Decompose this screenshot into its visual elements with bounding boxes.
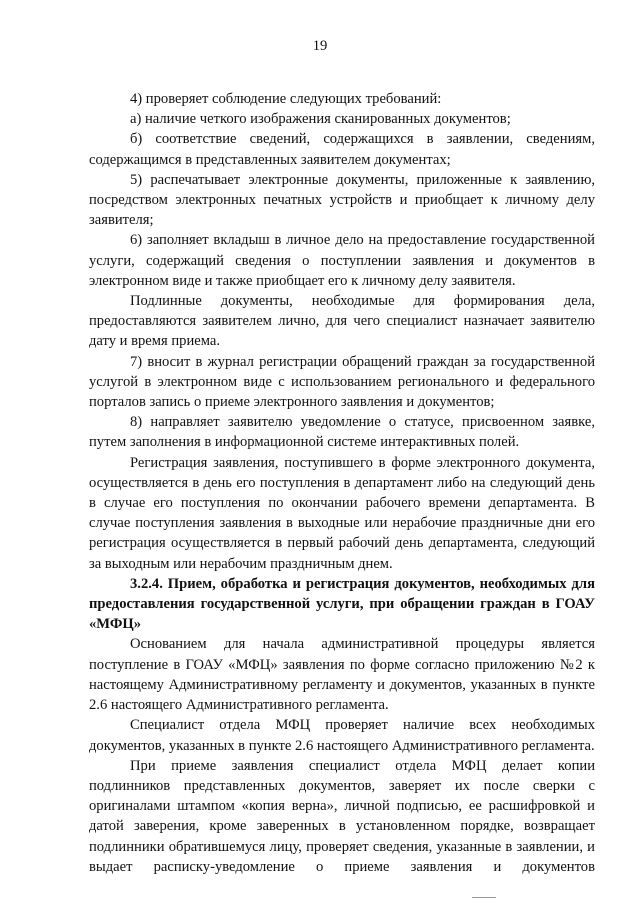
section-heading-3-2-4: 3.2.4. Прием, обработка и регистрация документов, необходимых для предоставления государственной услуги, при обращении граждан в ГОАУ «МФЦ»	[89, 575, 595, 633]
paragraph-subitem-a: а) наличие четкого изображения сканированных документов;	[130, 111, 511, 128]
paragraph-grounds: Основанием для начала административной процедуры является поступление в ГОАУ «МФЦ» заявления по форме согласно приложению №2 к настоящему Административному регламенту и документов, указанных в пункте 2.6 настоящего Административного регламента.	[89, 636, 595, 714]
paragraph-subitem-b: б) соответствие сведений, содержащихся в заявлении, сведениям, содержащимся в представленных заявителем документах;	[89, 131, 595, 168]
paragraph-item-6: 6) заполняет вкладыш в личное дело на предоставление государственной услуги, содержащий сведения о поступлении заявления и документов в электронном виде и также приобщает его к личному делу заявителя.	[89, 232, 595, 289]
footer-mark	[472, 897, 496, 901]
paragraph-original-documents: Подлинные документы, необходимые для формирования дела, предоставляются заявителем лично, для чего специалист назначает заявителю дату и время приема.	[89, 293, 595, 350]
document-body	[89, 89, 595, 877]
paragraph-item-4: 4) проверяет соблюдение следующих требований:	[130, 91, 442, 107]
paragraph-item-7: 7) вносит в журнал регистрации обращений граждан за государственной услугой в электронном виде с использованием регионального и федерального порталов запись о приеме электронного заявления и документов;	[89, 353, 595, 411]
paragraph-item-5: 5) распечатывает электронные документы, приложенные к заявлению, посредством электронных печатных устройств и приобщает к личному делу заявителя;	[89, 171, 595, 229]
paragraph-registration: Регистрация заявления, поступившего в форме электронного документа, осуществляется в день его поступления в департамент либо на следующий день в случае его поступления по окончании рабочего времени департамента. В случае поступления заявления в выходные или нерабочие праздничные дни его регистрация осуществляется в первый рабочий день департамента, следующий за выходным или нерабочим праздничным днем.	[89, 454, 595, 572]
paragraph-reception: При приеме заявления специалист отдела МФЦ делает копии подлинников представленных документов, заверяет их после сверки с оригиналами штампом «копия верна», личной подписью, ее расшифровкой и датой заверения, кроме заверенных в установленном порядке, возвращает подлинники обратившемуся лицу, проверяет сведения, указанные в заявлении, и выдает расписку-уведомление о приеме заявления и документов	[89, 757, 595, 875]
page-number: 19	[312, 38, 328, 54]
paragraph-item-8: 8) направляет заявителю уведомление о статусе, присвоенном заявке, путем заполнения в информационной системе интерактивных полей.	[89, 414, 595, 451]
paragraph-specialist-check: Специалист отдела МФЦ проверяет наличие всех необходимых документов, указанных в пункте 2.6 настоящего Административного регламента.	[89, 717, 595, 754]
